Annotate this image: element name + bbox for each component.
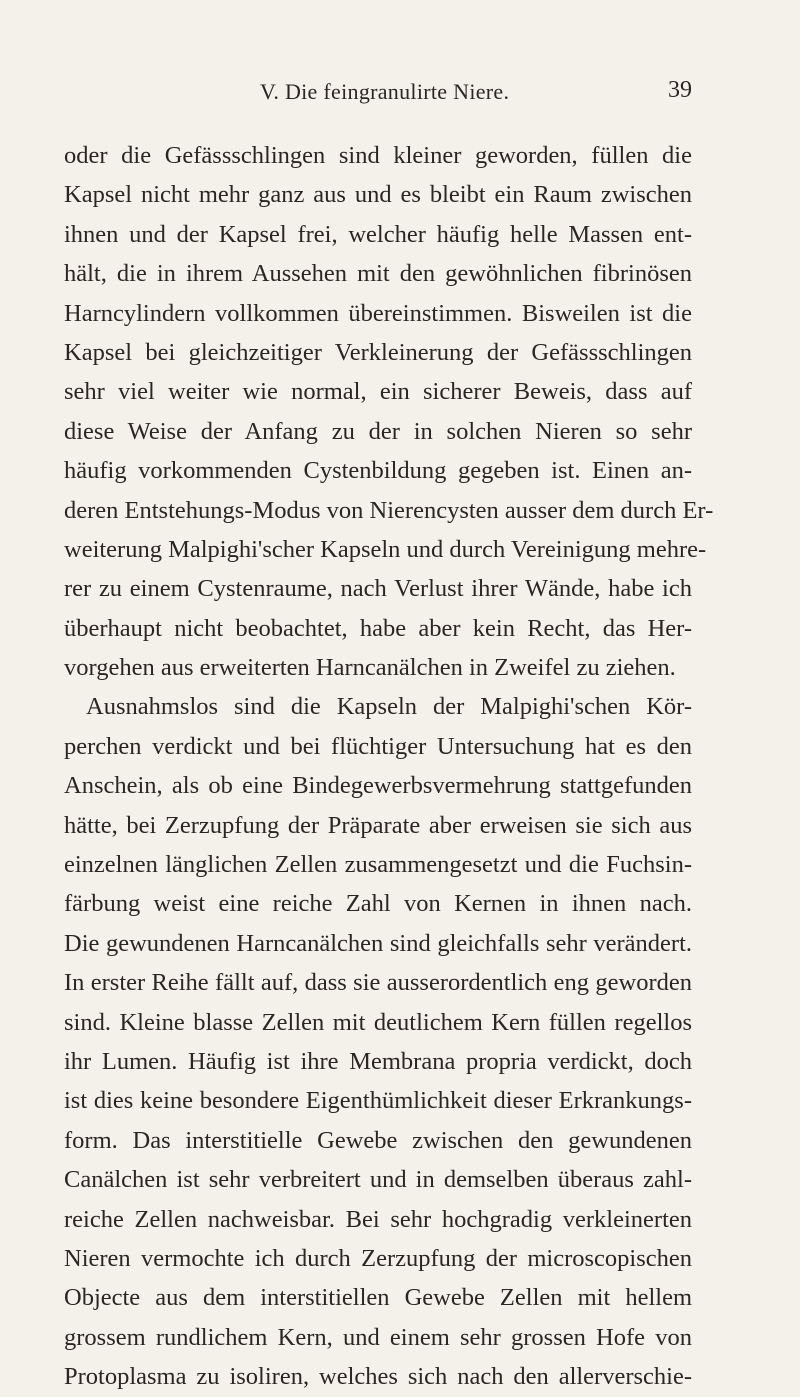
text-line: oder die Gefässschlingen sind kleiner geworden, füllen die [64,142,692,169]
text-line: reiche Zellen nachweisbar. Bei sehr hochgradig verkleinerten [64,1205,692,1233]
text-line: weiterung Malpighi'scher Kapseln und durch Vereinigung mehre- [64,535,707,563]
running-header [64,79,692,109]
chapter-heading: V. Die feingranulirte Niere. [260,79,510,104]
text-line: färbung weist eine reiche Zahl von Kernen in ihnen nach. [64,890,692,918]
text-line: einzelnen länglichen Zellen zusammengesetzt und die Fuchsin- [64,851,692,879]
text-line: Ausnahmslos sind die Kapseln der Malpighi'schen Kör- [86,693,692,721]
text-line: grossem rundlichem Kern, und einem sehr grossen Hofe von [64,1323,692,1351]
text-line: Objecte aus dem interstitiellen Gewebe Zellen mit hellem [64,1284,692,1312]
text-line: Die gewundenen Harncanälchen sind gleichfalls sehr verändert. [64,929,692,957]
text-line: ist dies keine besondere Eigenthümlichkeit dieser Erkrankungs- [64,1087,692,1115]
text-line: häufig vorkommenden Cystenbildung gegeben ist. Einen an- [64,457,692,485]
text-line: sehr viel weiter wie normal, ein sicherer Beweis, dass auf [64,378,692,406]
body-text [64,136,714,1397]
text-line: überhaupt nicht beobachtet, habe aber kein Recht, das Her- [64,614,692,642]
text-line: ihr Lumen. Häufig ist ihre Membrana propria verdickt, doch [64,1047,692,1075]
text-line: Harncylindern vollkommen übereinstimmen. Bisweilen ist die [64,299,692,327]
text-line: Nieren vermochte ich durch Zerzupfung der microscopischen [64,1244,692,1272]
text-line: Protoplasma zu isoliren, welches sich nach den allerverschie- [64,1363,692,1391]
text-line: sind. Kleine blasse Zellen mit deutlichem Kern füllen regellos [64,1008,692,1036]
text-line: Anschein, als ob eine Bindegewerbsvermehrung stattgefunden [64,772,692,800]
text-line: form. Das interstitielle Gewebe zwischen den gewundenen [64,1126,692,1154]
text-line: hält, die in ihrem Aussehen mit den gewöhnlichen fibrinösen [64,260,692,288]
text-line: Kapsel bei gleichzeitiger Verkleinerung der Gefässschlingen [64,338,692,366]
text-line: In erster Reihe fällt auf, dass sie ausserordentlich eng geworden [64,969,692,997]
text-line: perchen verdickt und bei flüchtiger Untersuchung hat es den [64,732,692,760]
text-line: deren Entstehungs-Modus von Nierencysten ausser dem durch Er- [64,496,714,524]
text-line: Kapsel nicht mehr ganz aus und es bleibt ein Raum zwischen [64,181,692,209]
text-line: diese Weise der Anfang zu der in solchen Nieren so sehr [64,417,692,445]
text-line: hätte, bei Zerzupfung der Präparate aber erweisen sie sich aus [64,811,692,839]
text-line: ihnen und der Kapsel frei, welcher häufig helle Massen ent- [64,220,692,248]
text-line: rer zu einem Cystenraume, nach Verlust ihrer Wände, habe ich [64,575,692,603]
page-number: 39 [668,77,692,103]
text-line: Canälchen ist sehr verbreitert und in demselben überaus zahl- [64,1166,692,1194]
text-line: vorgehen aus erweiterten Harncanälchen in Zweifel zu ziehen. [64,654,676,682]
